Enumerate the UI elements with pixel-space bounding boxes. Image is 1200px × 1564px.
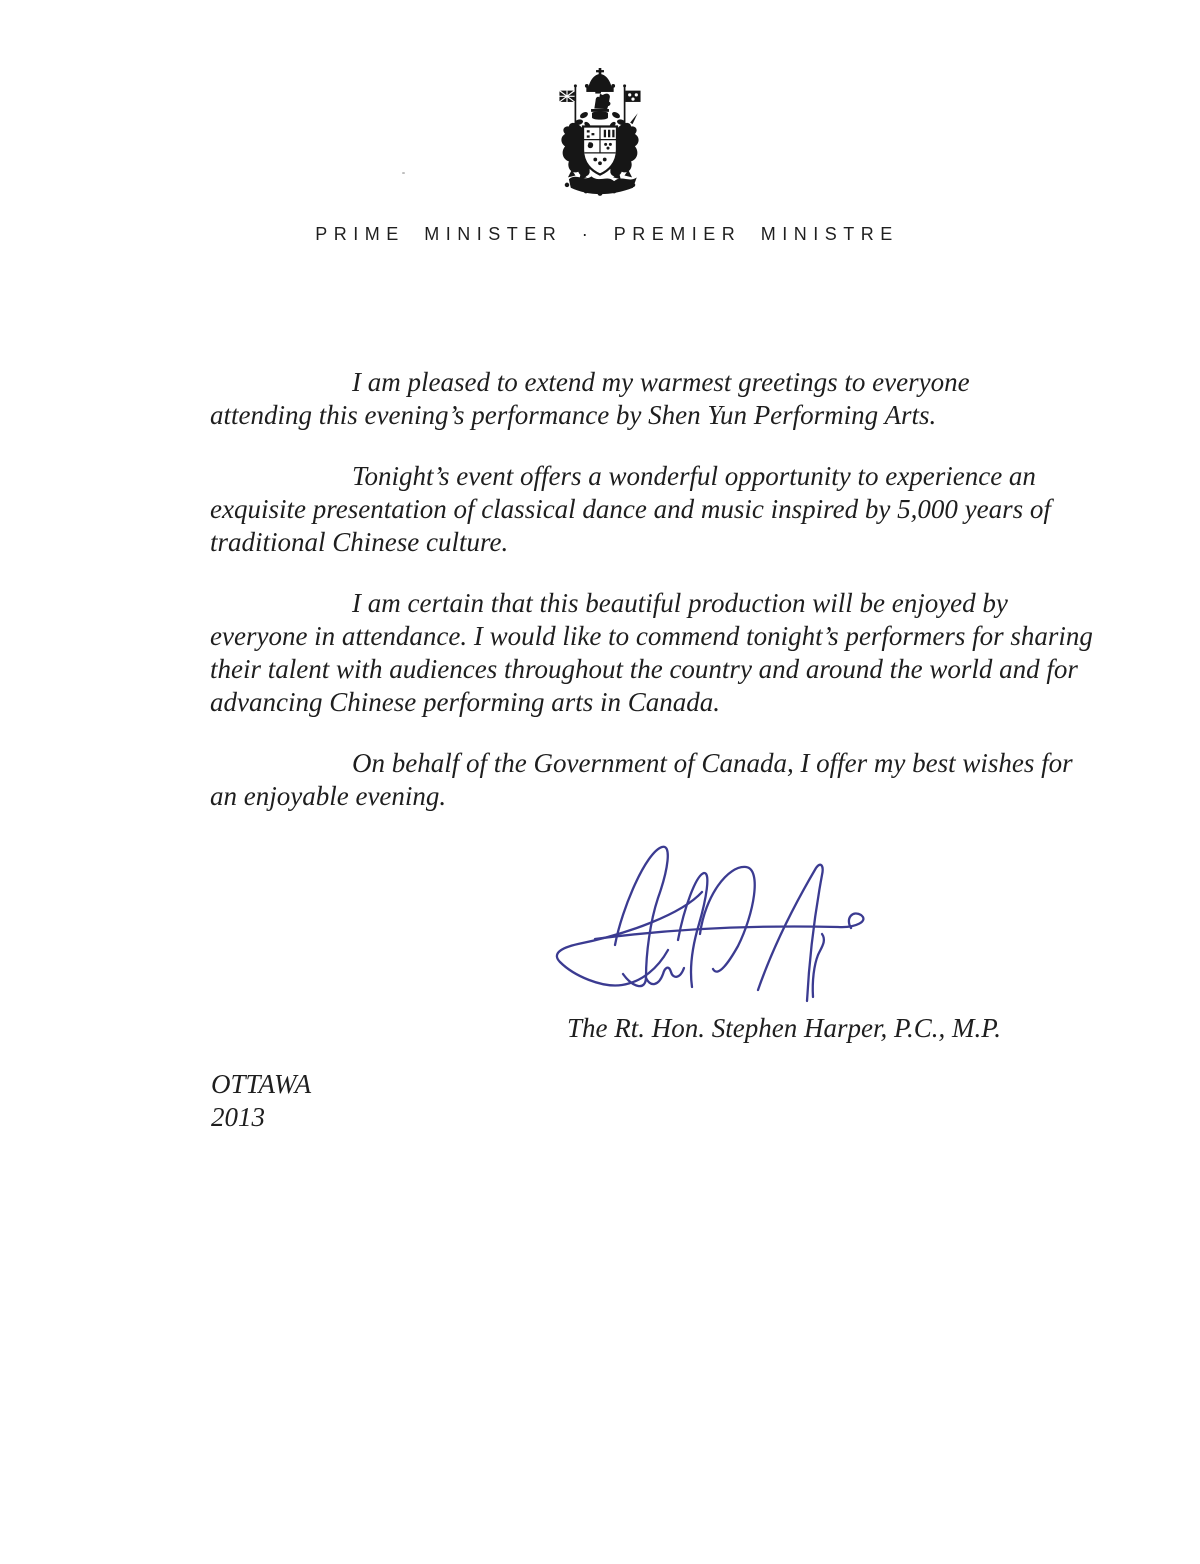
coat-of-arms-icon: [551, 68, 649, 200]
letter-paragraph: [210, 587, 1093, 719]
letterhead-caption: PRIME MINISTER · PREMIER MINISTRE: [315, 224, 899, 244]
letter-paragraph: [210, 460, 1051, 559]
place-line: OTTAWA: [211, 1069, 312, 1099]
paragraph-line: an enjoyable evening.: [210, 781, 447, 811]
paragraph-line: exquisite presentation of classical dance and music inspired by 5,000 years of: [210, 494, 1051, 524]
signature-strokes: [557, 847, 864, 1001]
letter-paragraph: [210, 747, 1073, 813]
paragraph-line: their talent with audiences throughout the country and around the world and for: [210, 654, 1078, 684]
place-date-block: [211, 1068, 311, 1134]
paragraph-line: advancing Chinese performing arts in Canada.: [210, 687, 720, 717]
year-line: 2013: [211, 1102, 265, 1132]
signature-image: [550, 838, 880, 1010]
letter-paragraph: [210, 366, 1010, 432]
paragraph-line: On behalf of the Government of Canada, I offer my best wishes for: [352, 748, 1073, 778]
letter-body: [210, 366, 1093, 841]
paragraph-line: I am certain that this beautiful production will be enjoyed by: [352, 588, 1008, 618]
paragraph-line: everyone in attendance. I would like to commend tonight’s performers for sharing: [210, 621, 1093, 651]
paragraph-line: attending this evening’s performance by Shen Yun Performing Arts.: [210, 400, 937, 430]
paragraph-line: I am pleased to extend my warmest greetings to everyone: [352, 367, 970, 397]
paragraph-line: Tonight’s event offers a wonderful opportunity to experience an: [352, 461, 1036, 491]
signatory-name: The Rt. Hon. Stephen Harper, P.C., M.P.: [567, 1013, 1001, 1043]
paragraph-line: traditional Chinese culture.: [210, 527, 509, 557]
scan-artifact-dot: [402, 172, 405, 174]
